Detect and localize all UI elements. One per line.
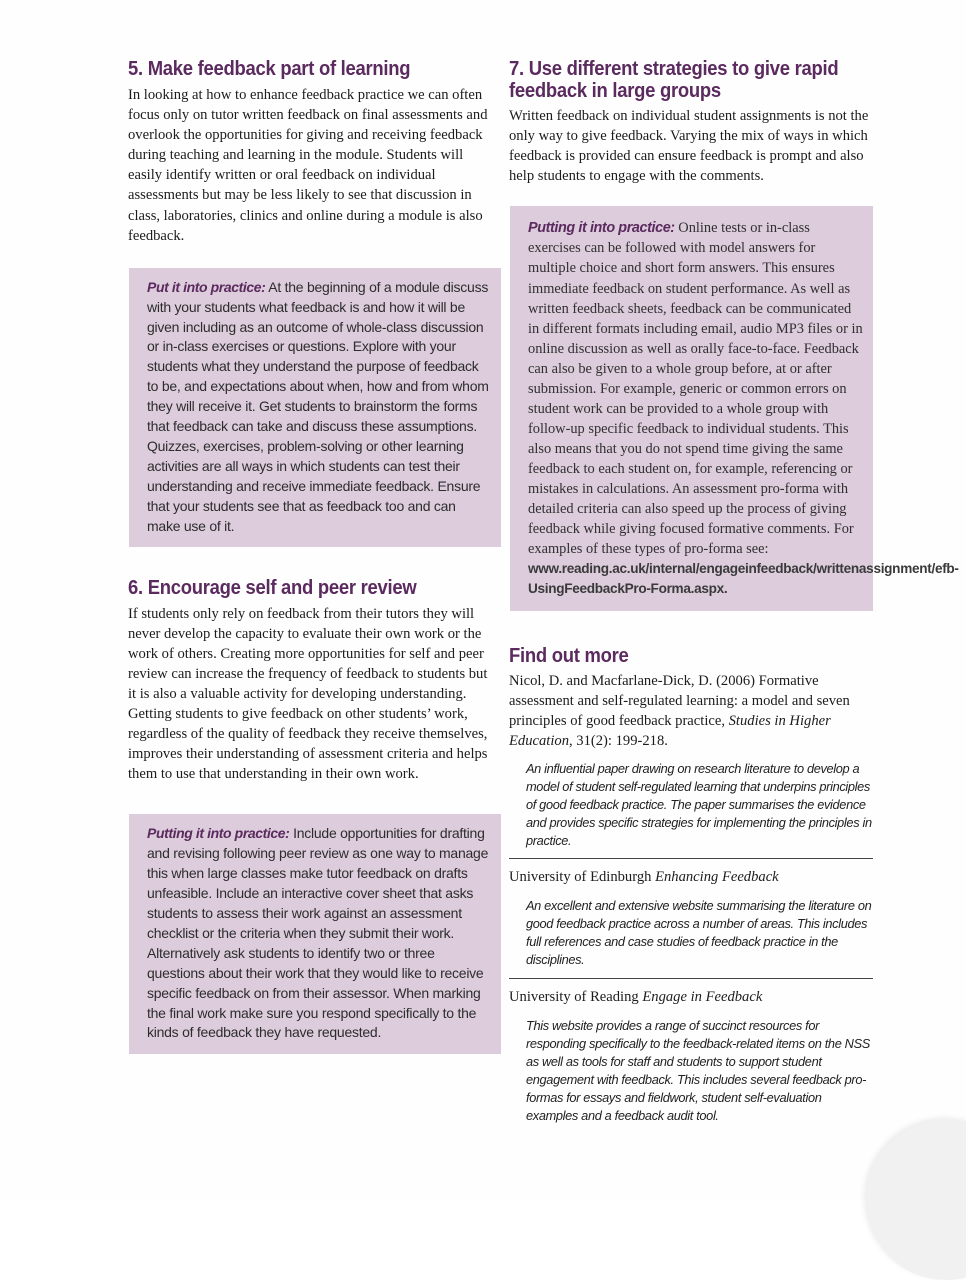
reference-citation: [509, 671, 873, 751]
section-7-body: Written feedback on individual student assignments is not the only way to give feedback. Varying the mix of ways in which feedback is provided can ensure feedback is prompt and also help students to engage with the comments.: [509, 108, 869, 185]
citation-text: University of Edinburgh: [509, 869, 656, 886]
reference-citation: [509, 987, 873, 1007]
section-6-body: If students only rely on feedback from their tutors they will never develop the capacity to evaluate their own work or the work of others. Creating more opportunities for self and peer review can increase the frequency of feedback to students but it is also a valuable activity for developing understanding. Getting students to give feedback on other students’ work, regardless of the quality of feedback they receive themselves, improves their understanding of assessment criteria and helps them to use that understanding in their own work.: [128, 605, 488, 783]
section-5-heading: 5. Make feedback part of learning: [128, 57, 411, 80]
reference-item: [509, 671, 873, 859]
section-7-practice-box: [510, 206, 959, 611]
right-column: [509, 57, 959, 1125]
citation-text: University of Reading: [509, 989, 643, 1006]
section-7-practice-label: Putting it into practice:: [528, 220, 675, 237]
section-6-heading: 6. Encourage self and peer review: [128, 575, 417, 599]
section-5-body: In looking at how to enhance feedback practice we can often focus only on tutor written feedback on final assessments and overlook the opportunities for giving and receiving feedback during teaching and learning in the module. Students will easily identify written or oral feedback on individual assessments but may be less likely to see that discussion in class, laboratories, clinics and online during a module is also feedback.: [128, 87, 488, 244]
section-7-heading: 7. Use different strategies to give rapid feedback in large groups: [509, 57, 839, 102]
divider: [509, 858, 873, 859]
section-5-practice-box: [129, 268, 501, 547]
reference-list: [509, 671, 873, 1125]
page-curl: [866, 1120, 966, 1280]
reference-description: This website provides a range of succinct resources for responding specifically to the feedback-related items on the NSS as well as tools for staff and students to support student engagement with feedback. This includes several feedback pro-formas for essays and fieldwork, student self-evaluation examples and a feedback audit tool.: [526, 1018, 870, 1124]
citation-title: Studies in Higher Education: [509, 713, 831, 750]
section-6-practice-box: [129, 814, 501, 1054]
section-7-practice-text: Online tests or in-class exercises can be followed with model answers for multiple choice and short form answers. This ensures immediate feedback on student performance. As well as written feedback sheets, feedback can be communicated in different formats including email, audio MP3 files or in online discussion as well as orally face-to-face. Feedback can also be given to a whole group before, at or after submission. For example, generic or common errors on student work can be provided to a whole group with follow-up specific feedback to individual students. This also means that you do not spend time giving the same feedback to each student on, for example, referencing or mistakes in calculations. An assessment pro-forma with detailed criteria can also speed up the process of giving feedback while giving focused formative comments. For examples of these types of pro-forma see:: [528, 220, 863, 558]
reference-description: An excellent and extensive website summarising the literature on good feedback practice across a number of areas. This includes full references and case studies of feedback practice in the disciplines.: [526, 898, 872, 968]
divider: [509, 978, 873, 979]
section-6-practice-text: Include opportunities for drafting and revising following peer review as one way to manage this when large classes make tutor feedback on drafts unfeasible. Include an interactive cover sheet that asks students to assess their work against an assessment checklist or the criteria when they submit their work. Alternatively ask students to identify two or three questions about their work that they would like to receive specific feedback on from their assessor. When marking the final work make sure you respond specifically to the kinds of feedback they have requested.: [147, 825, 489, 1041]
citation-text-end: , 31(2): 199-218.: [569, 733, 668, 750]
reference-citation: [509, 867, 873, 887]
find-out-more-heading: Find out more: [509, 644, 629, 668]
left-column: [128, 58, 494, 1054]
section-5-practice-text: At the beginning of a module discuss with your students what feedback is and how it will be given including as an outcome of whole-class discussion or in-class exercises or questions. Explore with your students what they understand the purpose of feedback to be, and expectations about when, how and from whom they will receive it. Get students to brainstorm the forms that feedback can take and discuss these assumptions. Quizzes, exercises, problem-solving or other learning activities are all ways in which students can test their understanding and receive immediate feedback. Ensure that your students see that as feedback too and can make use of it.: [147, 278, 489, 534]
citation-title: Enhancing Feedback: [655, 869, 779, 886]
reference-item: [509, 867, 873, 979]
citation-title: Engage in Feedback: [642, 989, 763, 1006]
reference-description: An influential paper drawing on research literature to develop a model of student self-regulated learning that underpins principles of good feedback practice. The paper summarises the evidence and provides specific strategies for implementing the principles in practice.: [526, 761, 872, 849]
section-6-practice-label: Putting it into practice:: [147, 825, 290, 842]
reference-item: [509, 987, 873, 1125]
pro-forma-link[interactable]: www.reading.ac.uk/internal/engageinfeedback/writtenassignment/efb-UsingFeedbackPro-Forma.aspx.: [528, 561, 959, 597]
citation-text: Nicol, D. and Macfarlane-Dick, D. (2006) Formative assessment and self-regulated learning: a model and seven principles of good feedback practice,: [509, 673, 850, 730]
section-5-practice-label: Put it into practice:: [147, 278, 266, 295]
